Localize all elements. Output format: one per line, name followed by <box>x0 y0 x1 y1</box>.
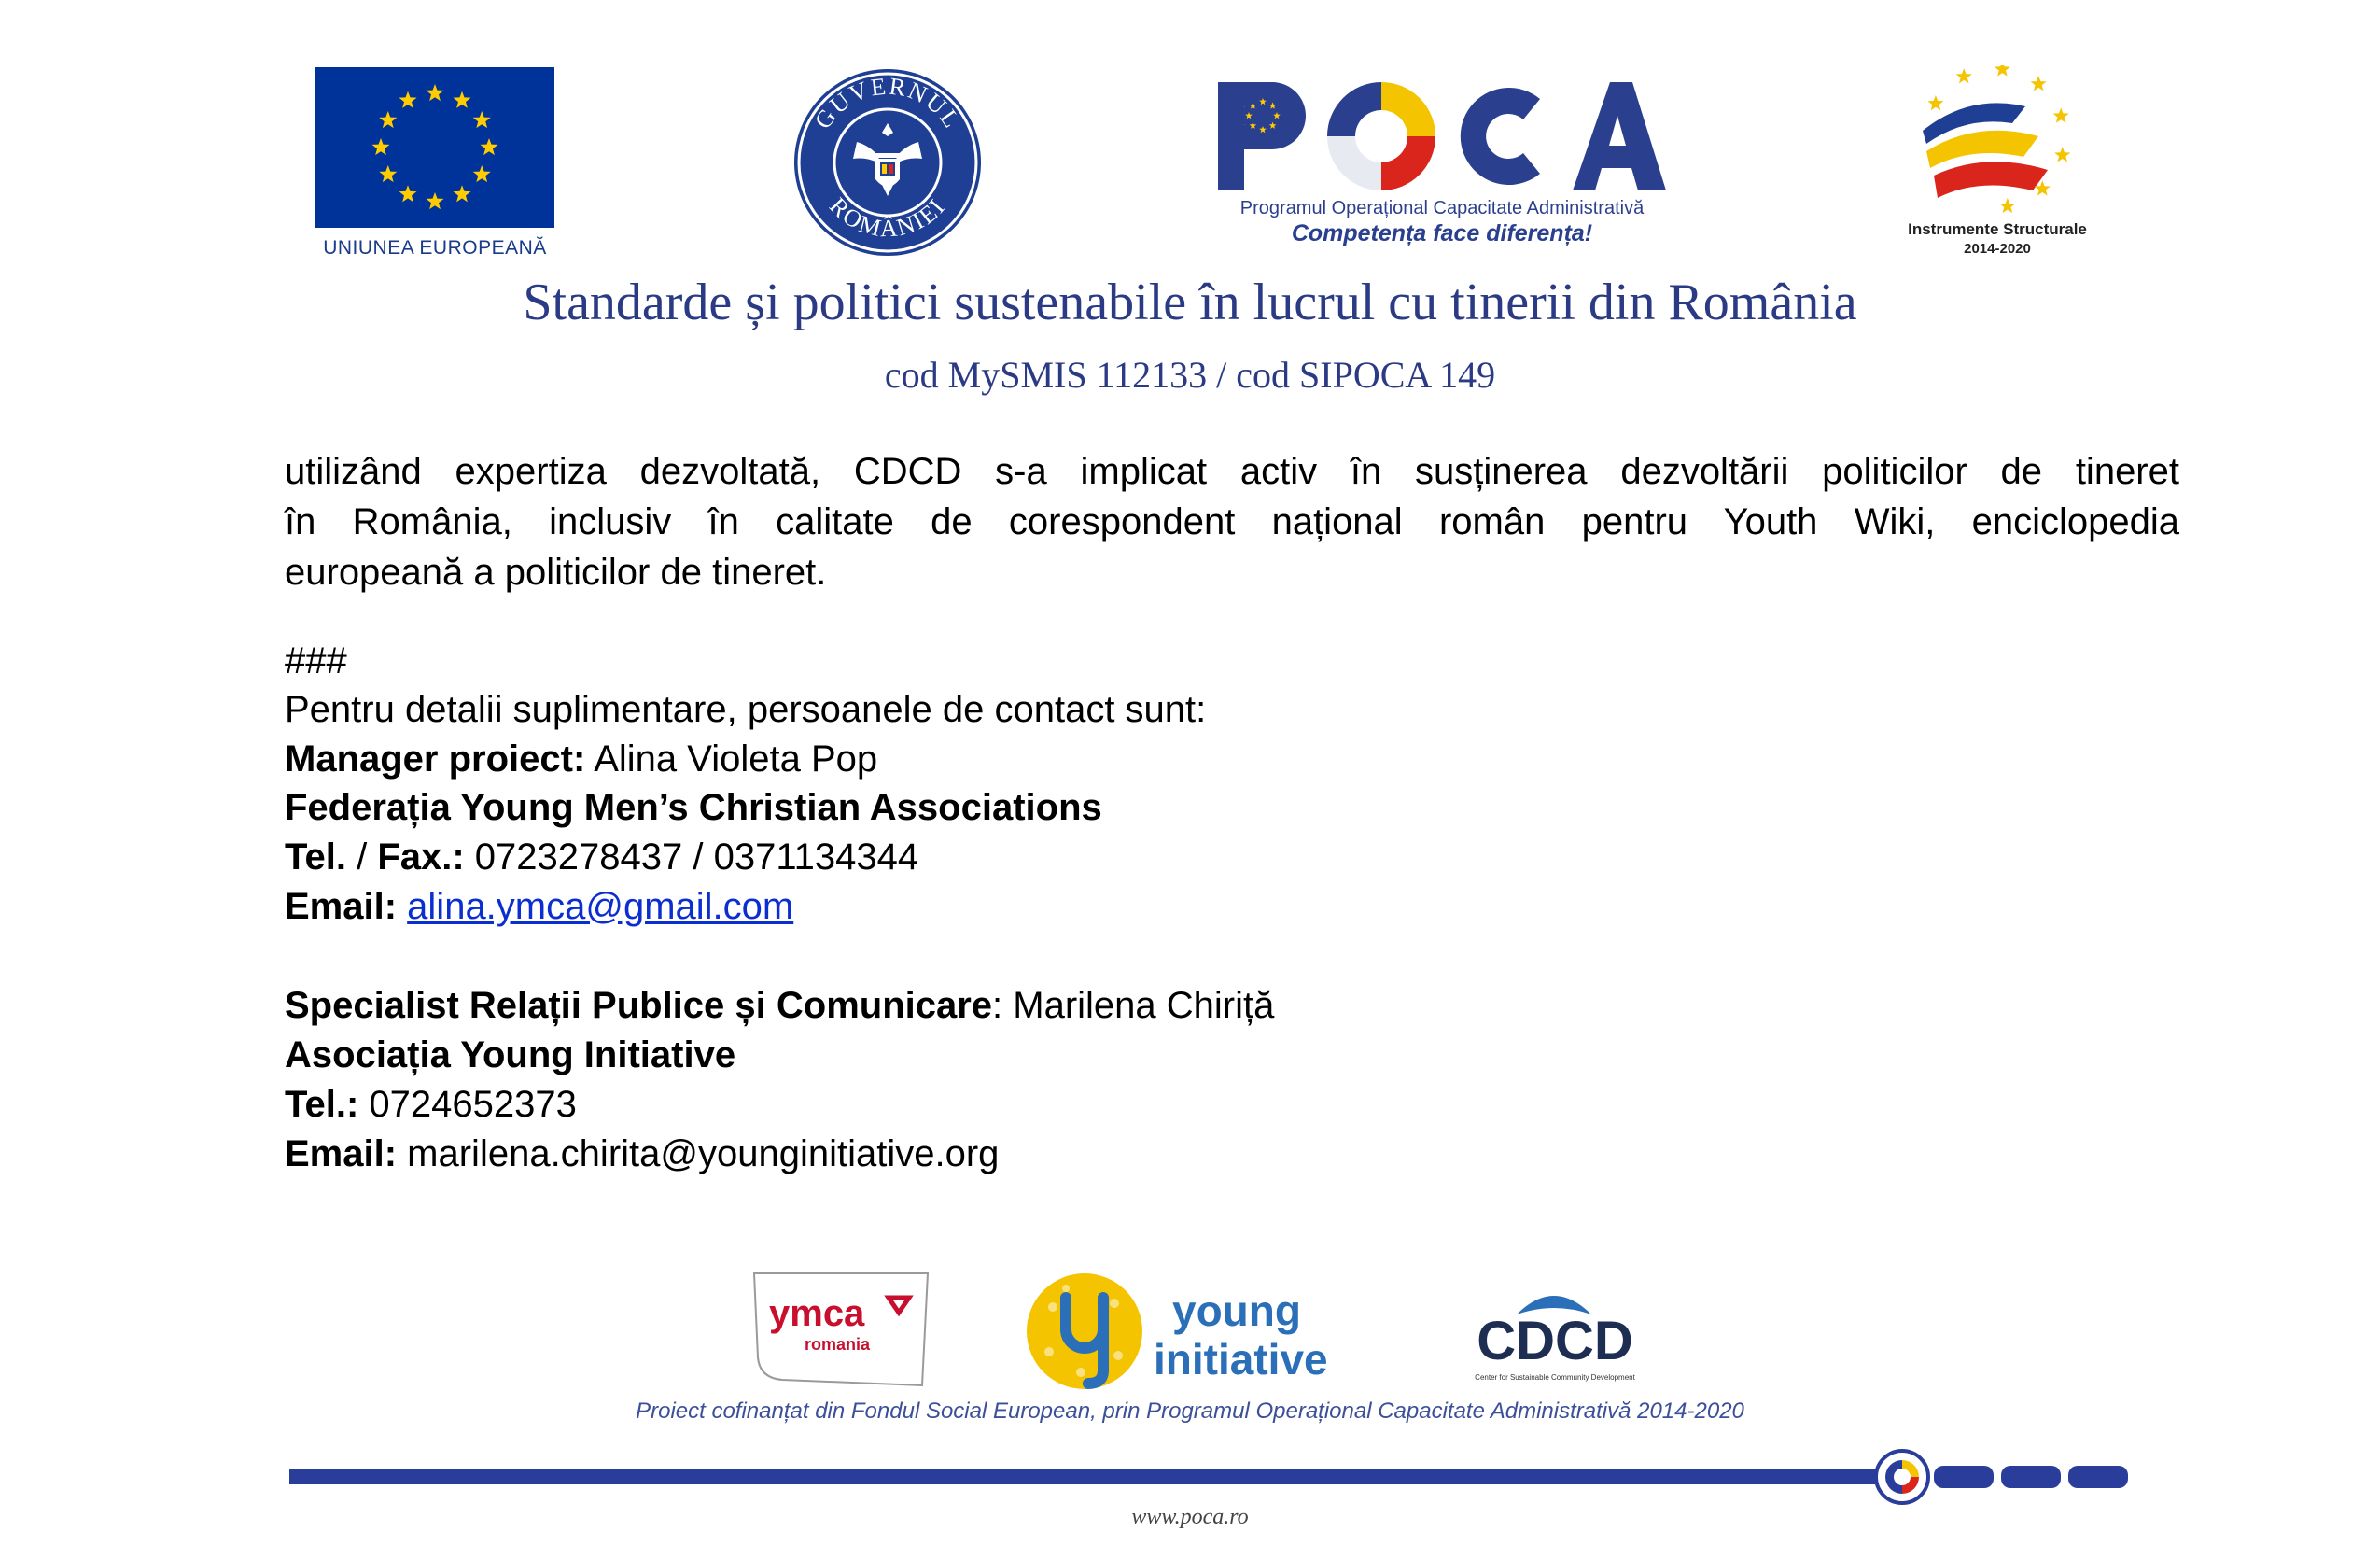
star-icon <box>473 111 491 128</box>
poca-wordmark <box>1218 71 1666 202</box>
star-icon <box>371 138 389 155</box>
star-icon <box>1956 68 1972 83</box>
poca-tagline: Competența face diferența! <box>1291 220 1593 246</box>
star-icon <box>453 185 470 202</box>
contact2-email-label: Email: <box>285 1133 398 1174</box>
footer-bar <box>289 1449 2137 1505</box>
young-initiative-logo <box>1025 1270 1353 1393</box>
contact1-email-line <box>285 886 793 928</box>
contact1-email-link[interactable]: alina.ymca@gmail.com <box>407 886 794 927</box>
star-icon <box>1999 198 2015 213</box>
star-icon <box>480 138 497 155</box>
romanian-government-seal <box>791 65 984 260</box>
star-icon <box>399 91 416 108</box>
eu-logo <box>315 67 554 261</box>
eu-caption: UNIUNEA EUROPEANĂ <box>323 237 547 259</box>
gov-ring-bottom-text: ROMÂNIEI <box>824 191 951 243</box>
contact1-email-label: Email: <box>285 886 398 927</box>
star-icon <box>2054 147 2070 162</box>
project-title: Standarde și politici sustenabile în lucrul cu tinerii din România <box>523 274 1857 331</box>
separator: ### <box>285 640 347 682</box>
contact1-phones: 0723278437 / 0371134344 <box>474 836 919 878</box>
contact1-name: Alina Violeta Pop <box>594 738 878 780</box>
paragraph-line-1: utilizând expertiza dezvoltată, CDCD s-a implicat activ în susținerea dezvoltării politicilor de tineret <box>285 451 2179 492</box>
contact1-tel-label: Tel. <box>285 836 346 878</box>
contact2-organization: Asociația Young Initiative <box>285 1034 736 1075</box>
young-word-2: initiative <box>1154 1335 1328 1384</box>
star-icon <box>426 192 443 209</box>
ymca-word: ymca <box>769 1293 865 1334</box>
paragraph-line-2: în România, inclusiv în calitate de corespondent național român pentru Youth Wiki, enciclopedia <box>285 501 2179 542</box>
contact2-role-label: Specialist Relații Publice și Comunicare <box>285 985 993 1026</box>
contact2-role-line <box>285 985 1274 1027</box>
project-code: cod MySMIS 112133 / cod SIPOCA 149 <box>884 354 1496 396</box>
poca-url: www.poca.ro <box>1131 1505 1249 1529</box>
star-icon <box>1995 65 2010 77</box>
contact1-organization: Federația Young Men’s Christian Associations <box>285 787 1102 828</box>
contact1-role-line <box>285 738 877 780</box>
cofinance-statement: Proiect cofinanțat din Fondul Social European, prin Programul Operațional Capacitate Administrativă 2014-2020 <box>636 1398 1744 1424</box>
contact2-email: marilena.chirita@younginitiative.org <box>407 1133 1000 1174</box>
star-icon <box>426 84 443 101</box>
eu-flag <box>315 67 554 228</box>
gov-ring-top-text: GUVERNUL <box>808 72 967 134</box>
cdcd-word: CDCD <box>1477 1311 1633 1371</box>
ymca-romania-logo <box>747 1270 933 1391</box>
contact1-phone-line <box>285 836 918 878</box>
contact1-slash: / <box>357 836 368 878</box>
contact1-role-label: Manager proiect: <box>285 738 586 780</box>
contact2-tel-label: Tel.: <box>285 1084 359 1125</box>
star-icon <box>399 185 416 202</box>
contact2-phone-line <box>285 1084 577 1126</box>
contacts-intro: Pentru detalii suplimentare, persoanele de contact sunt: <box>285 689 1207 730</box>
contact2-role-suffix: : Marilena Chiriță <box>992 985 1275 1026</box>
contact1-fax-label: Fax.: <box>377 836 465 878</box>
star-icon <box>2053 107 2069 122</box>
is-caption: Instrumente Structurale <box>1908 220 2087 238</box>
contact2-email-line <box>285 1133 999 1175</box>
body-paragraph <box>285 446 2179 597</box>
star-icon <box>453 91 470 108</box>
poca-logo <box>1218 71 1666 258</box>
young-word-1: young <box>1172 1286 1301 1335</box>
structural-instruments-logo <box>1885 65 2109 263</box>
poca-subtitle: Programul Operațional Capacitate Administrativă <box>1239 198 1645 218</box>
contact2-phone: 0724652373 <box>369 1084 577 1125</box>
is-years: 2014-2020 <box>1964 241 2031 257</box>
paragraph-line-3: europeană a politicilor de tineret. <box>285 552 827 593</box>
star-icon <box>379 165 397 182</box>
cdcd-logo <box>1451 1277 1659 1389</box>
ymca-country: romania <box>805 1335 871 1354</box>
star-icon <box>473 165 491 182</box>
star-icon <box>1927 95 1943 110</box>
star-icon <box>2031 76 2047 91</box>
cdcd-caption: Center for Sustainable Community Development <box>1475 1373 1635 1382</box>
star-icon <box>379 111 397 128</box>
